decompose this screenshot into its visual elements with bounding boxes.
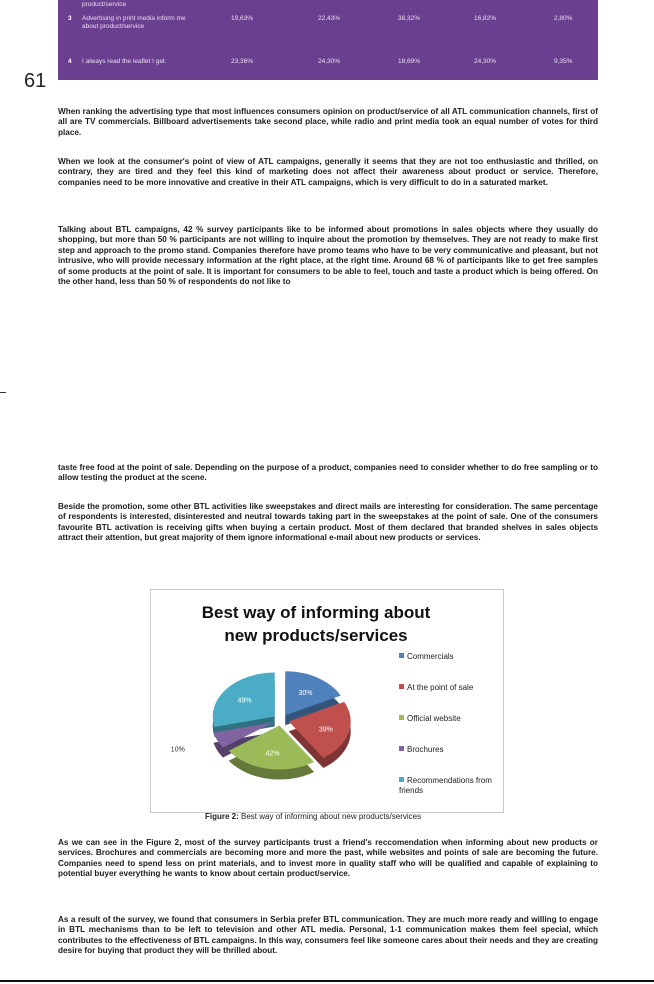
legend-item-commercials (399, 652, 454, 662)
table-row (58, 12, 598, 40)
pie-data-label: 30% (298, 690, 313, 698)
legend-swatch (399, 746, 404, 751)
pie-data-label: 42% (265, 750, 280, 758)
caption-text: Best way of informing about new products/services (241, 812, 422, 821)
row-description: Advertising in print media inform me about product/service (82, 15, 186, 30)
paragraph-figure-discussion: As we can see in the Figure 2, most of the survey participants trust a friend's reccomendation when informing about new products or services. Brochures and commercials are becoming more and more the past, while websites and points of sale are becoming the future. Companies need to spend less on print materials, and to invest more in quality staff who will be qualified and capable of explaining to potential buyer everything he wants to know about certain product/service. (58, 838, 598, 879)
table-cell: 19,63% (231, 15, 254, 22)
legend-label: At the point of sale (407, 683, 474, 692)
paragraph-btl-campaigns: Talking about BTL campaigns, 42 % survey participants like to be informed about promotions in sales objects where they usually do shopping, but more than 50 % participants are not willing to inquire about the promotion by themselves. They are not ready to make first step and approach to the promo stand. Companies therefore have promo teams who have to be very communicative and pleasant, but not intrusive, who will provide necessary information at the right place, at the right time. Around 68 % of participants like to get free samples of some products at the point of sale. It is important for consumers to be able to feel, touch and taste a product which is being offered. On the other hand, less than 50 % of respondents do not like to (58, 225, 598, 287)
legend-label: Official website (407, 714, 461, 723)
legend-label: Brochures (407, 745, 444, 754)
paragraph-btl-activities: Beside the promotion, some other BTL activities like sweepstakes and direct mails are interesting for consideration. The same percentage of respondents is interested, disinterested and neutral towards taking part in the sweepstakes at the point of sale. One of the consumers favourite BTL activation is receiving gifts when buying a certain product. Most of them declared that branded shelves in sales objects attract their attention, but great majority of them ignore informational e-mail about new products or services. (58, 502, 598, 543)
table-row (58, 55, 598, 79)
paragraph-atl-ranking: When ranking the advertising type that most influences consumers opinion on product/service of all ATL communication channels, first of all are TV commercials. Billboard advertisements take second place, while radio and print media took an equal number of votes for third place. (58, 107, 598, 137)
table-cell: 16,82% (474, 15, 497, 22)
paragraph-atl-consumer-view: When we look at the consumer's point of view of ATL campaigns, generally it seems that they are not too enthusiastic and thrilled, on contrary, they are tired and they feel this kind of marketing does not affect their awareness about product or service. Therefore, companies need to be more innovative and creative in their ATL campaigns, which is very difficult to do in a saturated market. (58, 157, 598, 187)
table-cell: 18,69% (398, 58, 421, 65)
pie-data-label: 49% (237, 697, 252, 705)
legend-swatch (399, 653, 404, 658)
paragraph-free-food: taste free food at the point of sale. Depending on the purpose of a product, companies need to consider whether to do free sampling or to allow testing the product at the scene. (58, 463, 598, 483)
legend-label: Recommendations from friends (399, 776, 492, 795)
legend-swatch (399, 777, 404, 782)
pie-data-label: 39% (318, 726, 333, 734)
table-top-cell: product/service (82, 1, 127, 8)
table-cell: 23,36% (231, 58, 254, 65)
legend-item-recommendations (399, 776, 499, 796)
table-cell: 24,30% (318, 58, 341, 65)
table-cell: 38,32% (398, 15, 421, 22)
row-number: 4 (68, 58, 72, 65)
figure-caption (205, 812, 421, 821)
paragraph-conclusion: As a result of the survey, we found that consumers in Serbia prefer BTL communication. They are much more ready and willing to engage in BTL mechanisms than to be left to television and other ATL media. Personal, 1-1 communication makes them feel special, which contributes to the effectiveness of BTL campaigns. In this way, consumers feel like someone cares about their needs and they are creating desire for buying that product they will be thrilled about. (58, 915, 598, 956)
chart-title-line-1: Best way of informing about (201, 603, 431, 622)
legend-swatch (399, 684, 404, 689)
legend-label: Commercials (407, 652, 454, 661)
results-table (58, 0, 598, 80)
legend-item-point-of-sale (399, 683, 479, 693)
pie-data-label: 10% (170, 746, 185, 754)
legend-item-official-website (399, 714, 461, 724)
table-cell: 24,30% (474, 58, 497, 65)
page-bottom-rule (0, 980, 654, 982)
legend-item-brochures (399, 745, 443, 755)
table-cell: 2,80% (554, 15, 573, 22)
table-cell: 9,35% (554, 58, 573, 65)
caption-label: Figure 2: (205, 812, 239, 821)
page-number: 61 (24, 70, 47, 92)
table-cell: 22,43% (318, 15, 341, 22)
row-description: I always read the leaflet I get. (82, 58, 167, 65)
legend-swatch (399, 715, 404, 720)
edge-mark (0, 392, 6, 393)
pie-chart (151, 652, 401, 827)
chart-title-line-2: new products/services (224, 626, 408, 645)
figure-chart (150, 589, 504, 813)
row-number: 3 (68, 15, 72, 22)
